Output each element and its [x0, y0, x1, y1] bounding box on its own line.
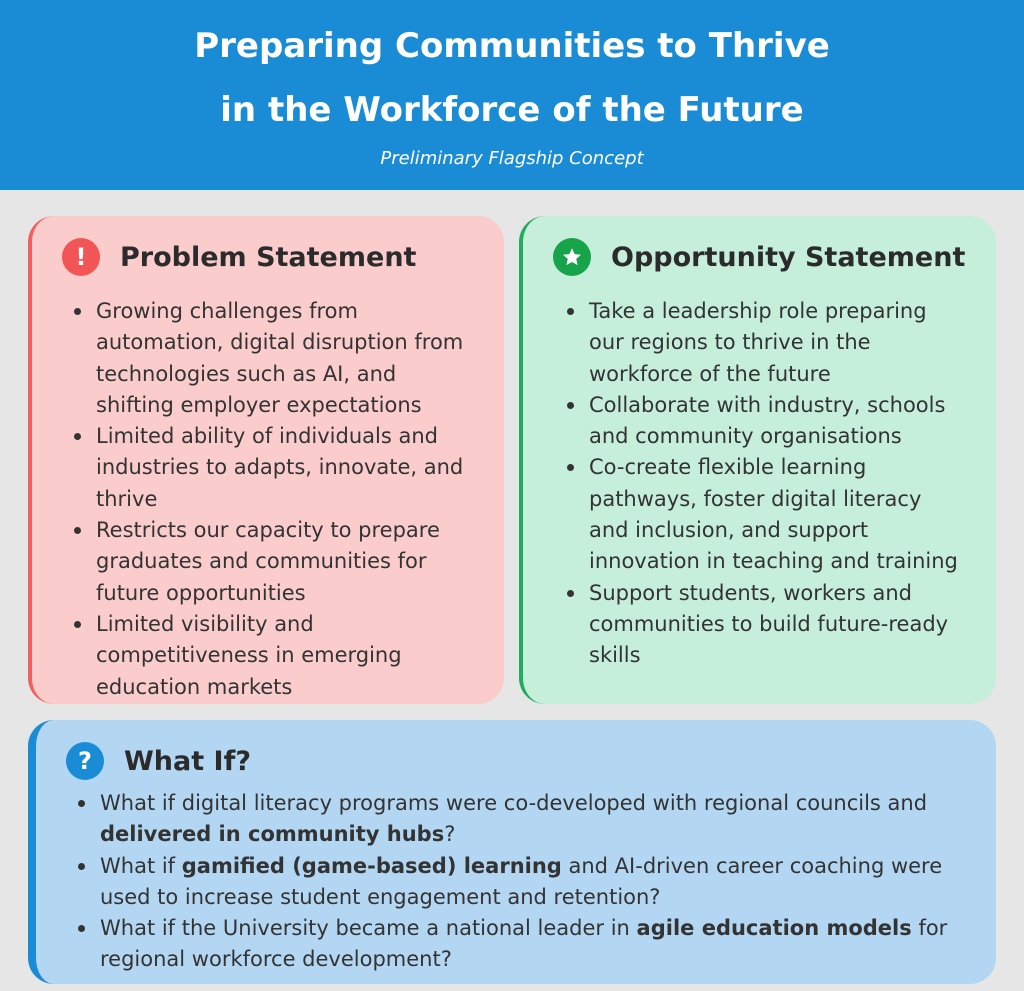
item-emphasis: agile education models — [636, 916, 912, 941]
title-line-1: Preparing Communities to Thrive — [194, 26, 830, 66]
what-if-card-header — [66, 742, 251, 780]
header-banner — [0, 0, 1024, 190]
list-item: Limited ability of individuals and industries to adapts, innovate, and thrive — [70, 421, 480, 515]
item-emphasis: gamified (game-based) learning — [181, 853, 562, 878]
list-item — [74, 851, 974, 914]
what-if-card — [28, 720, 996, 984]
title-line-2: in the Workforce of the Future — [220, 90, 804, 130]
problem-card-title: Problem Statement — [120, 241, 417, 273]
opportunity-statement-card — [519, 216, 996, 704]
item-text: ? — [444, 822, 456, 847]
item-text: What if — [100, 853, 182, 878]
what-if-list — [74, 788, 974, 976]
list-item: Restricts our capacity to prepare graduates and communities for future opportunities — [70, 515, 480, 609]
opportunity-list — [563, 296, 963, 672]
list-item: Collaborate with industry, schools and community organisations — [563, 390, 963, 453]
page-title — [0, 0, 1024, 142]
opportunity-card-header — [553, 238, 965, 276]
problem-list — [70, 296, 480, 703]
list-item: Support students, workers and communities to build future-ready skills — [563, 578, 963, 672]
item-text: What if digital literacy programs were co-developed with regional councils and — [100, 791, 928, 815]
star-icon — [553, 238, 591, 276]
problem-statement-card — [28, 216, 504, 704]
exclamation-icon: ! — [62, 238, 100, 276]
item-text: What if the University became a national leader in — [100, 916, 637, 941]
list-item: Co-create flexible learning pathways, foster digital literacy and inclusion, and support innovation in teaching and training — [563, 452, 963, 577]
star-icon-glyph — [561, 246, 583, 268]
list-item — [74, 913, 974, 976]
item-text: for regional workforce development? — [100, 916, 948, 972]
problem-card-header — [62, 238, 416, 276]
opportunity-card-title: Opportunity Statement — [611, 241, 966, 273]
page-subtitle: Preliminary Flagship Concept — [380, 148, 644, 169]
item-text: and AI-driven career coaching were used to increase student engagement and retention? — [100, 853, 943, 909]
item-emphasis: delivered in community hubs — [100, 822, 445, 847]
list-item — [74, 788, 974, 851]
list-item: Take a leadership role preparing our regions to thrive in the workforce of the future — [563, 296, 963, 390]
what-if-card-title: What If? — [124, 745, 251, 777]
list-item: Limited visibility and competitiveness in emerging education markets — [70, 609, 480, 703]
list-item: Growing challenges from automation, digital disruption from technologies such as AI, and shifting employer expectations — [70, 296, 480, 421]
question-icon: ? — [66, 742, 104, 780]
